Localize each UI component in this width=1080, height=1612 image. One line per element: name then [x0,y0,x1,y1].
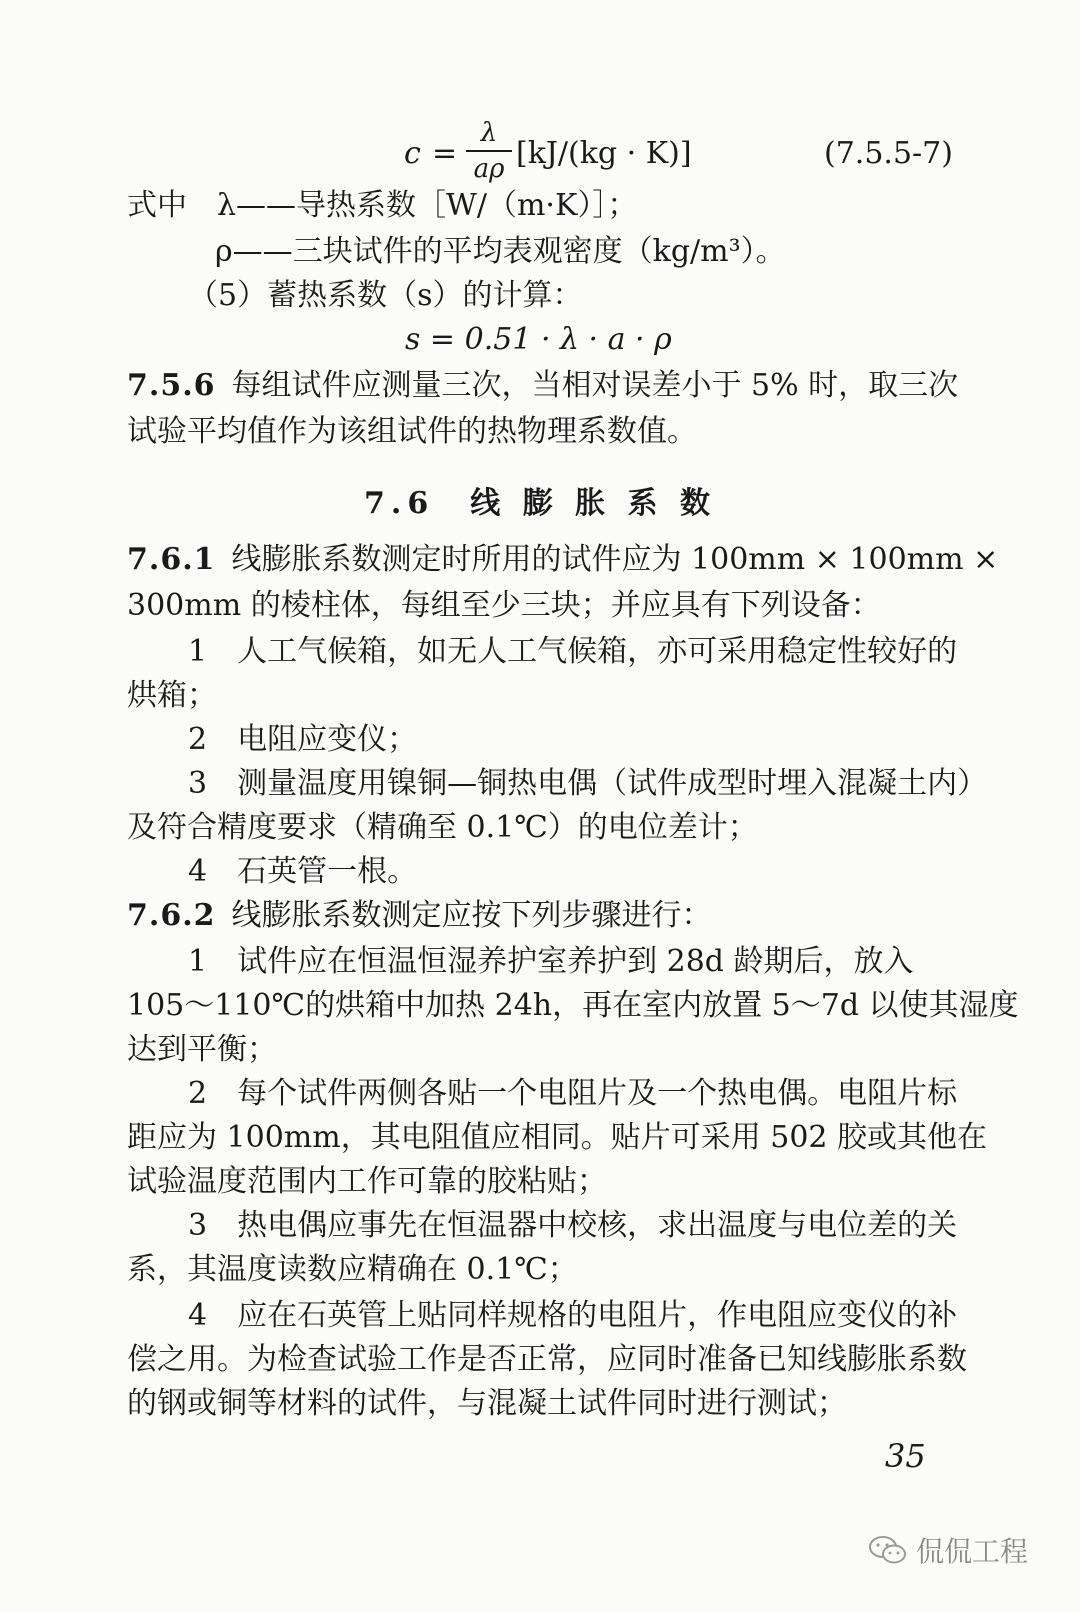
list-item-1-line-2: 烘箱； [127,678,217,713]
where-line-lambda: 式中 λ——导热系数［W/（m·K）］； [127,188,638,223]
clause-7-6-1-line-1 [127,540,999,580]
step-3-line-1: 3 热电偶应事先在恒温器中校核，求出温度与电位差的关 [188,1208,958,1243]
clause-text: 每组试件应测量三次，当相对误差小于 5% 时，取三次 [231,368,959,403]
watermark-text: 侃侃工程 [916,1535,1029,1568]
equation-equals: = [432,136,458,171]
equation-lhs: c [404,136,421,171]
clause-number: 7.6.2 [127,898,216,933]
watermark [868,1530,1028,1570]
fraction-bar [466,150,512,152]
step-4-line-3: 的钢或铜等材料的试件，与混凝土试件同时进行测试； [127,1386,847,1421]
fraction-denominator: aρ [473,154,505,184]
list-item-1-line-1: 1 人工气候箱，如无人工气候箱，亦可采用稳定性较好的 [188,634,958,669]
step-4-line-2: 偿之用。为检查试验工作是否正常，应同时准备已知线膨胀系数 [127,1342,967,1377]
where-line-rho: ρ——三块试件的平均表观密度（kg/m³）。 [215,234,786,269]
list-item-4-line-1: 4 石英管一根。 [188,854,418,889]
page-number: 35 [885,1437,926,1475]
clause-7-5-6-line-2: 试验平均值作为该组试件的热物理系数值。 [127,414,697,449]
step-1-line-3: 达到平衡； [127,1032,277,1067]
step-4-line-1: 4 应在石英管上贴同样规格的电阻片，作电阻应变仪的补 [188,1298,958,1333]
clause-text: 线膨胀系数测定时所用的试件应为 100mm × 100mm × [231,542,999,577]
formula-s: s = 0.51 · λ · a · ρ [405,322,672,357]
clause-7-6-2-line-1 [127,896,977,936]
clause-7-6-1-line-2: 300mm 的棱柱体，每组至少三块；并应具有下列设备： [127,588,881,623]
step-2-line-2: 距应为 100mm，其电阻值应相同。贴片可采用 502 胶或其他在 [127,1120,988,1155]
list-item-3-line-1: 3 测量温度用镍铜—铜热电偶（试件成型时埋入混凝土内） [188,766,988,801]
step-1-line-2: 105～110℃的烘箱中加热 24h，再在室内放置 5～7d 以使其湿度 [127,988,1019,1023]
equation-unit: [kJ/(kg · K)] [516,136,692,171]
clause-number: 7.6.1 [127,542,216,577]
step-5-heading: （5）蓄热系数（s）的计算： [188,278,583,313]
equation-number: (7.5.5-7) [824,136,953,171]
fraction-numerator: λ [480,118,498,148]
section-title: 7.6 线 膨 胀 系 数 [364,486,716,521]
equation-fraction [466,118,512,184]
step-3-line-2: 系，其温度读数应精确在 0.1℃； [127,1252,578,1287]
wechat-icon [868,1534,908,1566]
clause-7-5-6-line-1 [127,366,977,406]
clause-number: 7.5.6 [127,368,216,403]
list-item-3-line-2: 及符合精度要求（精确至 0.1℃）的电位差计； [127,810,758,845]
step-2-line-3: 试验温度范围内工作可靠的胶粘贴； [127,1164,607,1199]
list-item-2-line-1: 2 电阻应变仪； [188,722,418,757]
step-2-line-1: 2 每个试件两侧各贴一个电阻片及一个热电偶。电阻片标 [188,1076,958,1111]
step-1-line-1: 1 试件应在恒温恒湿养护室养护到 28d 龄期后，放入 [188,944,914,979]
clause-text: 线膨胀系数测定应按下列步骤进行： [231,898,712,933]
